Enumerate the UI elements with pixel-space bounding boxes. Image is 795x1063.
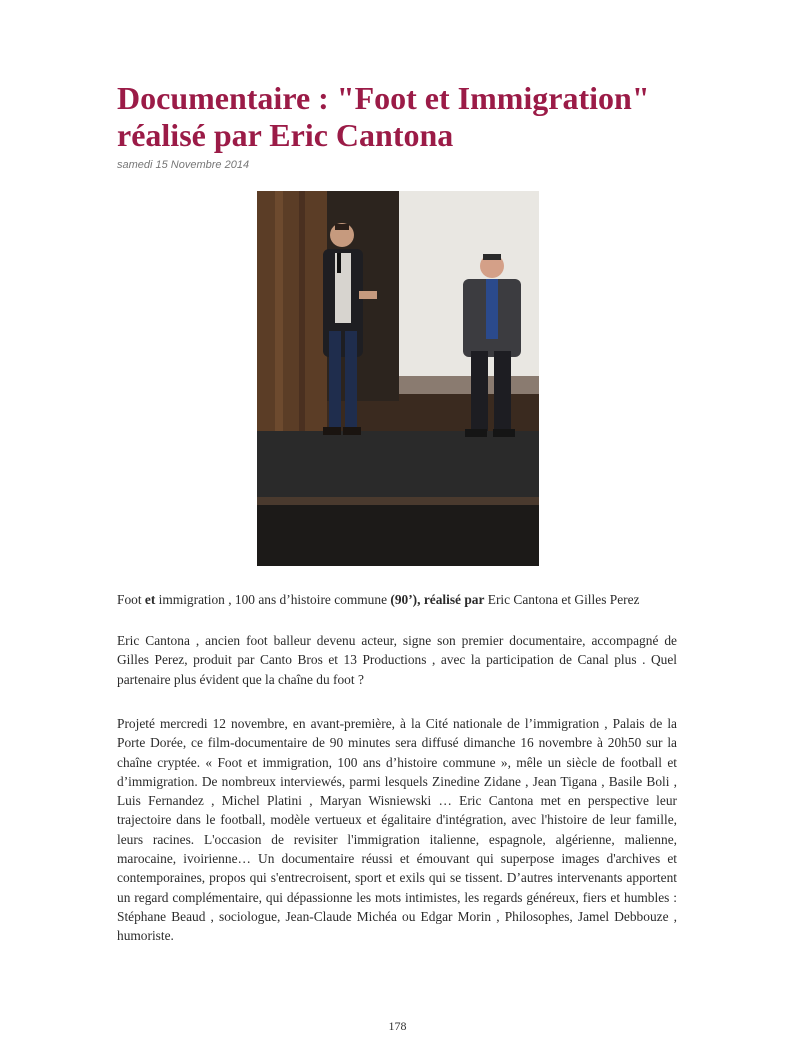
article-date: samedi 15 Novembre 2014 [117,159,250,171]
intro-paragraph: Foot et immigration , 100 ans d’histoire commune (90’), réalisé par Eric Cantona et Gilles Perez [117,592,640,607]
paragraph-3: Projeté mercredi 12 novembre, en avant-première, à la Cité nationale de l’immigration , Palais de la Porte Dorée, ce film-documentaire de 90 minutes sera diffusé dimanche 16 novembre à 20h50 sur la chaîne cryptée. « Foot et immigration, 100 ans d’histoire commune », mêle un siècle de football et d’immigration. De nombreux interviewés, parmi lesquels Zinedine Zidane , Jean Tigana , Basile Boli , Luis Fernandez , Michel Platini , Maryan Wisniewski … Eric Cantona met en perspective leur trajectoire dans le football, modèle vertueux et égalitaire d'intégration, avec l'histoire de leur famille, leurs racines. L'occasion de revisiter l'immigration italienne, espagnole, algérienne, malienne, marocaine, ivoirienne… Un documentaire réussi et émouvant qui superpose images d'archives et contemporaines, propos qui s'entrecroisent, sport et exils qui se tissent. D’autres intervenants apportent un regard complémentaire, qui dépassionne les mots intimistes, les regards généreux, fiers et humbles : Stéphane Beaud , sociologue, Jean-Claude Michéa ou Edgar Morin , Philosophes, Jamel Debbouze , humoriste. [117,716,677,944]
paragraph-2: Eric Cantona , ancien foot balleur devenu acteur, signe son premier documentaire, accompagné de Gilles Perez, produit par Canto Bros et 13 Productions , avec la participation de Canal plus . Quel partenaire plus évident que la chaîne du foot ? [117,633,677,687]
stage-floor [257,431,539,501]
wood-panel [257,191,327,451]
article-title: Documentaire : "Foot et Immigration" réalisé par Eric Cantona [117,80,650,153]
article-photo [257,191,539,566]
page-number: 178 [388,1019,407,1033]
